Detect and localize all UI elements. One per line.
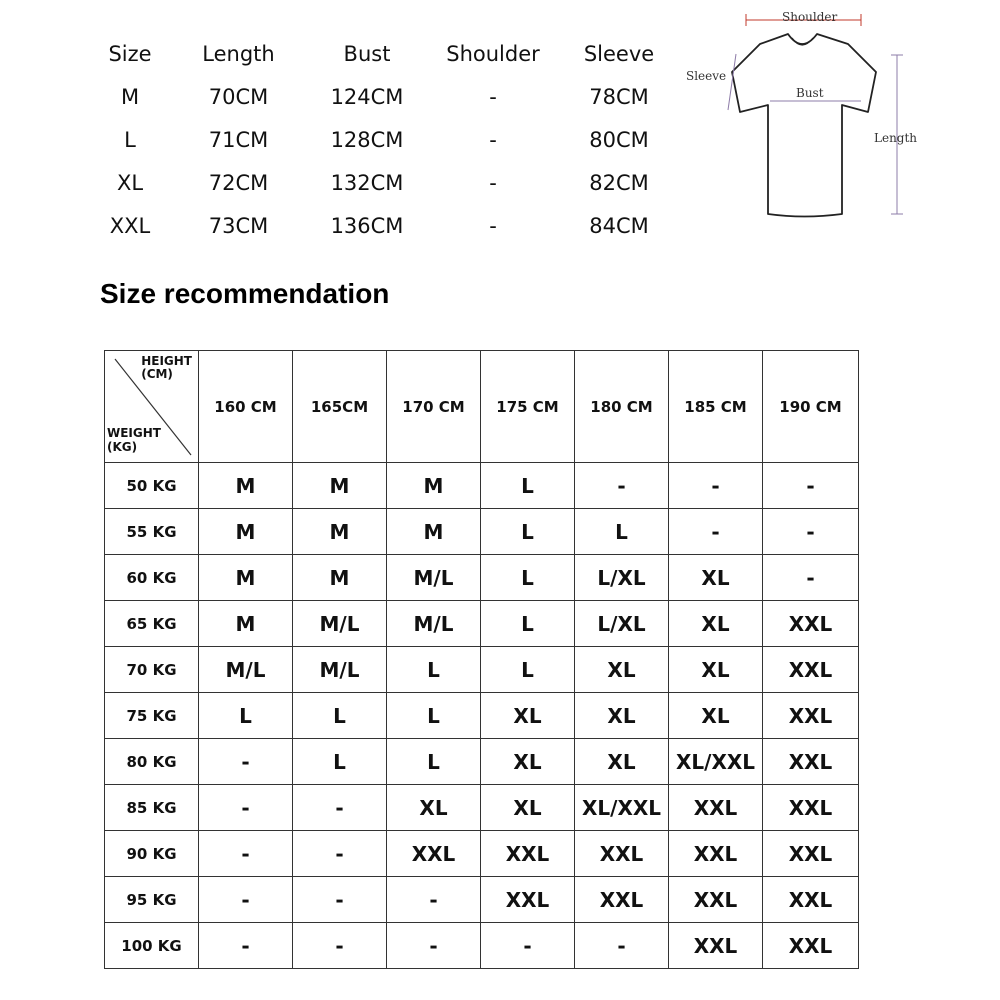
size-cell: - xyxy=(293,877,387,923)
size-cell: XL xyxy=(669,647,763,693)
size-cell: - xyxy=(763,463,859,509)
size-cell: - xyxy=(387,877,481,923)
size-cell: M xyxy=(387,509,481,555)
weight-cell: 55 KG xyxy=(105,509,199,555)
size-cell: XXL xyxy=(763,831,859,877)
size-cell: XL xyxy=(575,647,669,693)
size-cell: XXL xyxy=(575,877,669,923)
size-cell: L xyxy=(293,693,387,739)
size-cell: XXL xyxy=(763,693,859,739)
table-row xyxy=(105,463,859,509)
size-cell: XL xyxy=(669,555,763,601)
size-cell: - xyxy=(199,877,293,923)
size-chart-cell: - xyxy=(489,170,497,195)
size-chart-cell: XXL xyxy=(109,213,151,238)
size-cell: L xyxy=(481,555,575,601)
size-chart xyxy=(100,32,700,247)
size-chart-cell: 72CM xyxy=(208,170,269,195)
height-axis-label: HEIGHT (CM) xyxy=(141,354,192,381)
size-cell: M/L xyxy=(387,555,481,601)
size-chart-cell: - xyxy=(489,84,497,109)
header-shoulder: Shoulder xyxy=(446,41,540,66)
size-cell: M xyxy=(293,509,387,555)
weight-cell: 80 KG xyxy=(105,739,199,785)
size-chart-cell: XL xyxy=(116,170,144,195)
table-row xyxy=(105,831,859,877)
weight-cell: 85 KG xyxy=(105,785,199,831)
size-cell: XL/XXL xyxy=(669,739,763,785)
size-cell: - xyxy=(199,831,293,877)
size-cell: L xyxy=(481,647,575,693)
tshirt-diagram-svg xyxy=(680,0,925,230)
size-cell: L xyxy=(481,463,575,509)
height-header: 160 CM xyxy=(199,351,293,463)
table-row xyxy=(105,693,859,739)
size-cell: L xyxy=(387,693,481,739)
table-row xyxy=(105,509,859,555)
size-cell: XXL xyxy=(763,601,859,647)
header-sleeve: Sleeve xyxy=(583,41,655,66)
size-cell: L xyxy=(199,693,293,739)
size-cell: L xyxy=(387,647,481,693)
size-cell: XXL xyxy=(763,785,859,831)
corner-cell xyxy=(105,351,199,463)
table-row xyxy=(105,739,859,785)
size-cell: M xyxy=(199,463,293,509)
weight-cell: 95 KG xyxy=(105,877,199,923)
size-cell: - xyxy=(387,923,481,969)
size-chart-cell: 71CM xyxy=(208,127,269,152)
size-cell: XL xyxy=(575,739,669,785)
size-chart-cell: - xyxy=(489,213,497,238)
table-row xyxy=(105,601,859,647)
size-chart-cell: 128CM xyxy=(330,127,404,152)
size-chart-cell: 73CM xyxy=(208,213,269,238)
height-header: 170 CM xyxy=(387,351,481,463)
size-cell: XL xyxy=(481,693,575,739)
height-header: 180 CM xyxy=(575,351,669,463)
size-cell: XXL xyxy=(387,831,481,877)
size-cell: XL xyxy=(669,693,763,739)
size-chart-header-row xyxy=(100,32,700,75)
table-row xyxy=(105,877,859,923)
table-row xyxy=(105,647,859,693)
table-header-row xyxy=(105,351,859,463)
size-cell: XXL xyxy=(763,647,859,693)
size-cell: M xyxy=(293,555,387,601)
weight-cell: 75 KG xyxy=(105,693,199,739)
size-chart-cell: 80CM xyxy=(589,127,649,152)
size-cell: XL xyxy=(575,693,669,739)
size-cell: XXL xyxy=(575,831,669,877)
size-recommendation-table xyxy=(104,350,859,969)
size-cell: XXL xyxy=(481,831,575,877)
size-cell: M/L xyxy=(199,647,293,693)
size-chart-cell: M xyxy=(120,84,140,109)
size-cell: M xyxy=(199,555,293,601)
section-title: Size recommendation xyxy=(100,278,390,309)
height-header: 175 CM xyxy=(481,351,575,463)
height-header: 190 CM xyxy=(763,351,859,463)
size-cell: L xyxy=(293,739,387,785)
size-cell: XXL xyxy=(763,923,859,969)
size-chart-cell: 70CM xyxy=(208,84,269,109)
header-bust: Bust xyxy=(343,41,391,66)
size-cell: L xyxy=(387,739,481,785)
size-cell: - xyxy=(293,831,387,877)
size-cell: - xyxy=(575,923,669,969)
size-chart-row xyxy=(100,204,700,247)
size-cell: - xyxy=(669,509,763,555)
tshirt-outline-icon xyxy=(732,34,876,217)
tshirt-diagram xyxy=(680,0,925,230)
size-cell: XXL xyxy=(669,877,763,923)
size-cell: L xyxy=(481,509,575,555)
size-cell: XXL xyxy=(669,785,763,831)
size-cell: L xyxy=(575,509,669,555)
weight-cell: 70 KG xyxy=(105,647,199,693)
size-cell: - xyxy=(763,509,859,555)
length-label: Length xyxy=(874,131,918,145)
height-header: 165CM xyxy=(293,351,387,463)
table-row xyxy=(105,785,859,831)
size-cell: XXL xyxy=(763,739,859,785)
size-cell: XXL xyxy=(481,877,575,923)
size-chart-cell: 132CM xyxy=(330,170,404,195)
header-length: Length xyxy=(202,41,275,66)
weight-cell: 65 KG xyxy=(105,601,199,647)
size-chart-cell: 136CM xyxy=(330,213,404,238)
size-cell: M/L xyxy=(387,601,481,647)
size-chart-cell: 78CM xyxy=(589,84,649,109)
size-cell: - xyxy=(199,923,293,969)
size-chart-row xyxy=(100,75,700,118)
size-cell: - xyxy=(669,463,763,509)
size-chart-cell: 84CM xyxy=(589,213,649,238)
sleeve-label: Sleeve xyxy=(686,69,727,83)
size-cell: - xyxy=(293,785,387,831)
size-cell: XL xyxy=(669,601,763,647)
size-cell: M xyxy=(293,463,387,509)
size-cell: L xyxy=(481,601,575,647)
size-cell: M/L xyxy=(293,601,387,647)
size-cell: XL xyxy=(387,785,481,831)
shoulder-label: Shoulder xyxy=(782,10,838,24)
size-cell: M/L xyxy=(293,647,387,693)
size-cell: XL xyxy=(481,739,575,785)
table-row xyxy=(105,923,859,969)
size-cell: XXL xyxy=(763,877,859,923)
height-header: 185 CM xyxy=(669,351,763,463)
size-cell: - xyxy=(575,463,669,509)
size-cell: - xyxy=(763,555,859,601)
weight-axis-label: WEIGHT (KG) xyxy=(107,426,161,454)
size-cell: L/XL xyxy=(575,555,669,601)
size-chart-row xyxy=(100,161,700,204)
size-cell: XL/XXL xyxy=(575,785,669,831)
weight-cell: 100 KG xyxy=(105,923,199,969)
header-size: Size xyxy=(108,41,152,66)
size-cell: - xyxy=(481,923,575,969)
size-cell: XXL xyxy=(669,831,763,877)
weight-cell: 50 KG xyxy=(105,463,199,509)
size-cell: M xyxy=(387,463,481,509)
size-cell: M xyxy=(199,509,293,555)
size-chart-row xyxy=(100,118,700,161)
size-cell: - xyxy=(293,923,387,969)
size-chart-cell: L xyxy=(124,127,136,152)
size-chart-cell: - xyxy=(489,127,497,152)
size-chart-cell: 124CM xyxy=(330,84,404,109)
size-chart-cell: 82CM xyxy=(589,170,649,195)
bust-label: Bust xyxy=(796,86,824,100)
size-cell: - xyxy=(199,785,293,831)
size-cell: - xyxy=(199,739,293,785)
size-cell: M xyxy=(199,601,293,647)
weight-cell: 60 KG xyxy=(105,555,199,601)
weight-cell: 90 KG xyxy=(105,831,199,877)
size-cell: XXL xyxy=(669,923,763,969)
size-cell: L/XL xyxy=(575,601,669,647)
size-cell: XL xyxy=(481,785,575,831)
table-row xyxy=(105,555,859,601)
